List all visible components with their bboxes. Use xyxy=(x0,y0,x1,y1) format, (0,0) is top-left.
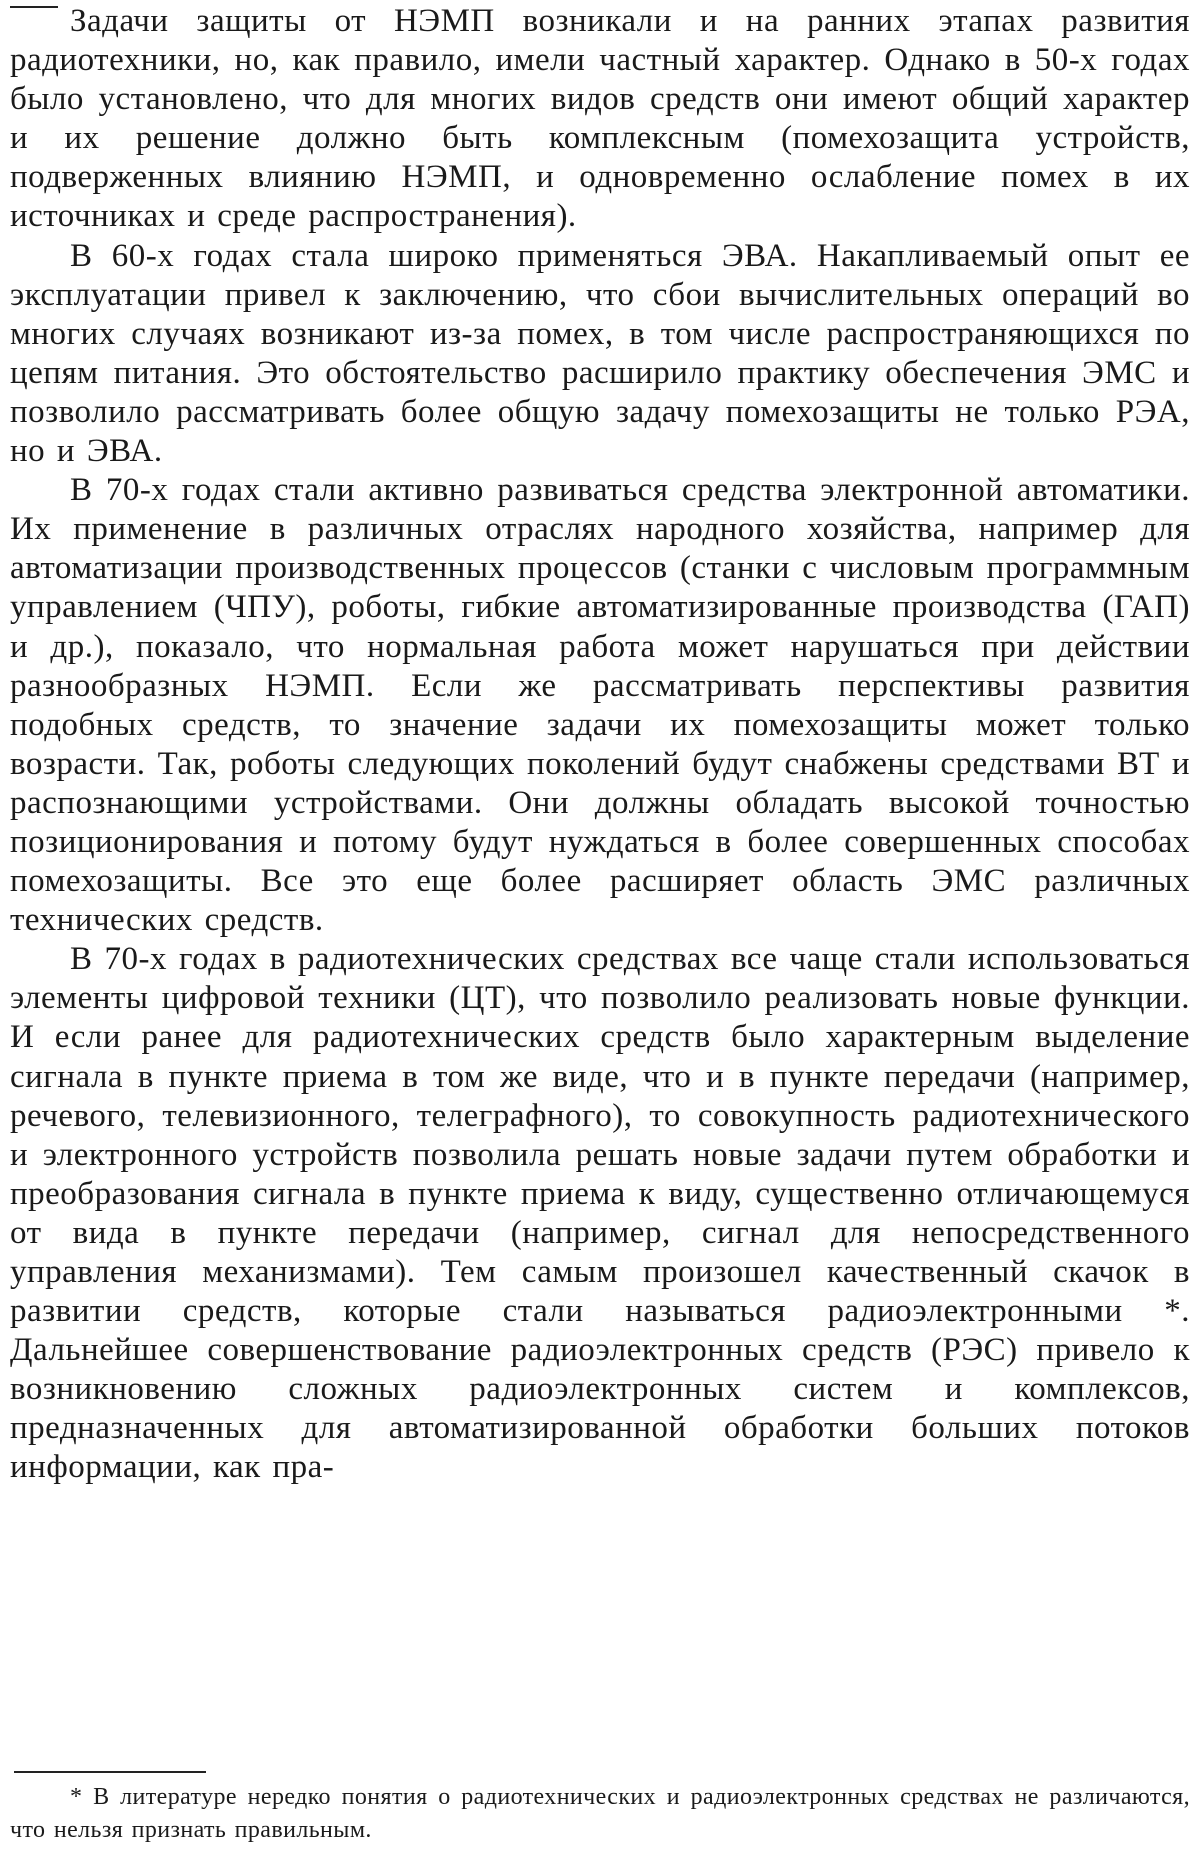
footnote-separator xyxy=(14,1771,206,1773)
paragraph-3: В 70-х годах стали активно развиваться средства электронной автоматики. Их применение в различных отраслях народного хозяйства, например для автоматизации производственных процессов (станки с числовым программным управлением (ЧПУ), роботы, гибкие автоматизированные производства (ГАП) и др.), показало, что нормальная работа может нарушаться при действии разнообразных НЭМП. Если же рассматривать перспективы развития подобных средств, то значение задачи их помехозащиты может только возрасти. Так, роботы следующих поколений будут снабжены средствами ВТ и распознающими устройствами. Они должны обладать высокой точностью позиционирования и потому будут нуждаться в более совершенных способах помехозащиты. Все это еще более расширяет область ЭМС различных технических средств. xyxy=(10,472,1190,939)
paragraph-1: Задачи защиты от НЭМП возникали и на ранних этапах развития радиотехники, но, как правило, имели частный характер. Однако в 50-х годах было установлено, что для многих видов средств они имеют общий характер и их решение должно быть комплексным (помехозащита устройств, подверженных влиянию НЭМП, и одновременно ослабление помех в их источниках и среде распространения). xyxy=(10,3,1190,235)
paragraph-2: В 60-х годах стала широко применяться ЭВА. Накапливаемый опыт ее эксплуатации привел к заключению, что сбои вычислительных операций во многих случаях возникают из-за помех, в том числе распространяющихся по цепям питания. Это обстоятельство расширило практику обеспечения ЭМС и позволило рассматривать более общую задачу помехозащиты не только РЭА, но и ЭВА. xyxy=(10,237,1190,470)
book-page xyxy=(10,0,1190,1865)
main-text xyxy=(10,2,1190,1488)
paragraph-4: В 70-х годах в радиотехнических средствах все чаще стали использоваться элементы цифровой техники (ЦТ), что позволило реализовать новые функции. И если ранее для радиотехнических средств было характерным выделение сигнала в пункте приема в том же виде, что и в пункте передачи (например, речевого, телевизионного, телеграфного), то совокупность радиотехнического и электронного устройств позволила решать новые задачи путем обработки и преобразования сигнала в пункте приема к виду, существенно отличающемуся от вида в пункте передачи (например, сигнал для непосредственного управления механизмами). Тем самым произошел качественный скачок в развитии средств, которые стали называться радиоэлектронными *. Дальнейшее совершенствование радиоэлектронных средств (РЭС) привело к возникновению сложных радиоэлектронных систем и комплексов, предназначенных для автоматизированной обработки больших потоков информации, как пра- xyxy=(10,941,1190,1486)
footnote: * В литературе нередко понятия о радиотехнических и радиоэлектронных средствах не различаются, что нельзя признать правильным. xyxy=(10,1784,1190,1843)
